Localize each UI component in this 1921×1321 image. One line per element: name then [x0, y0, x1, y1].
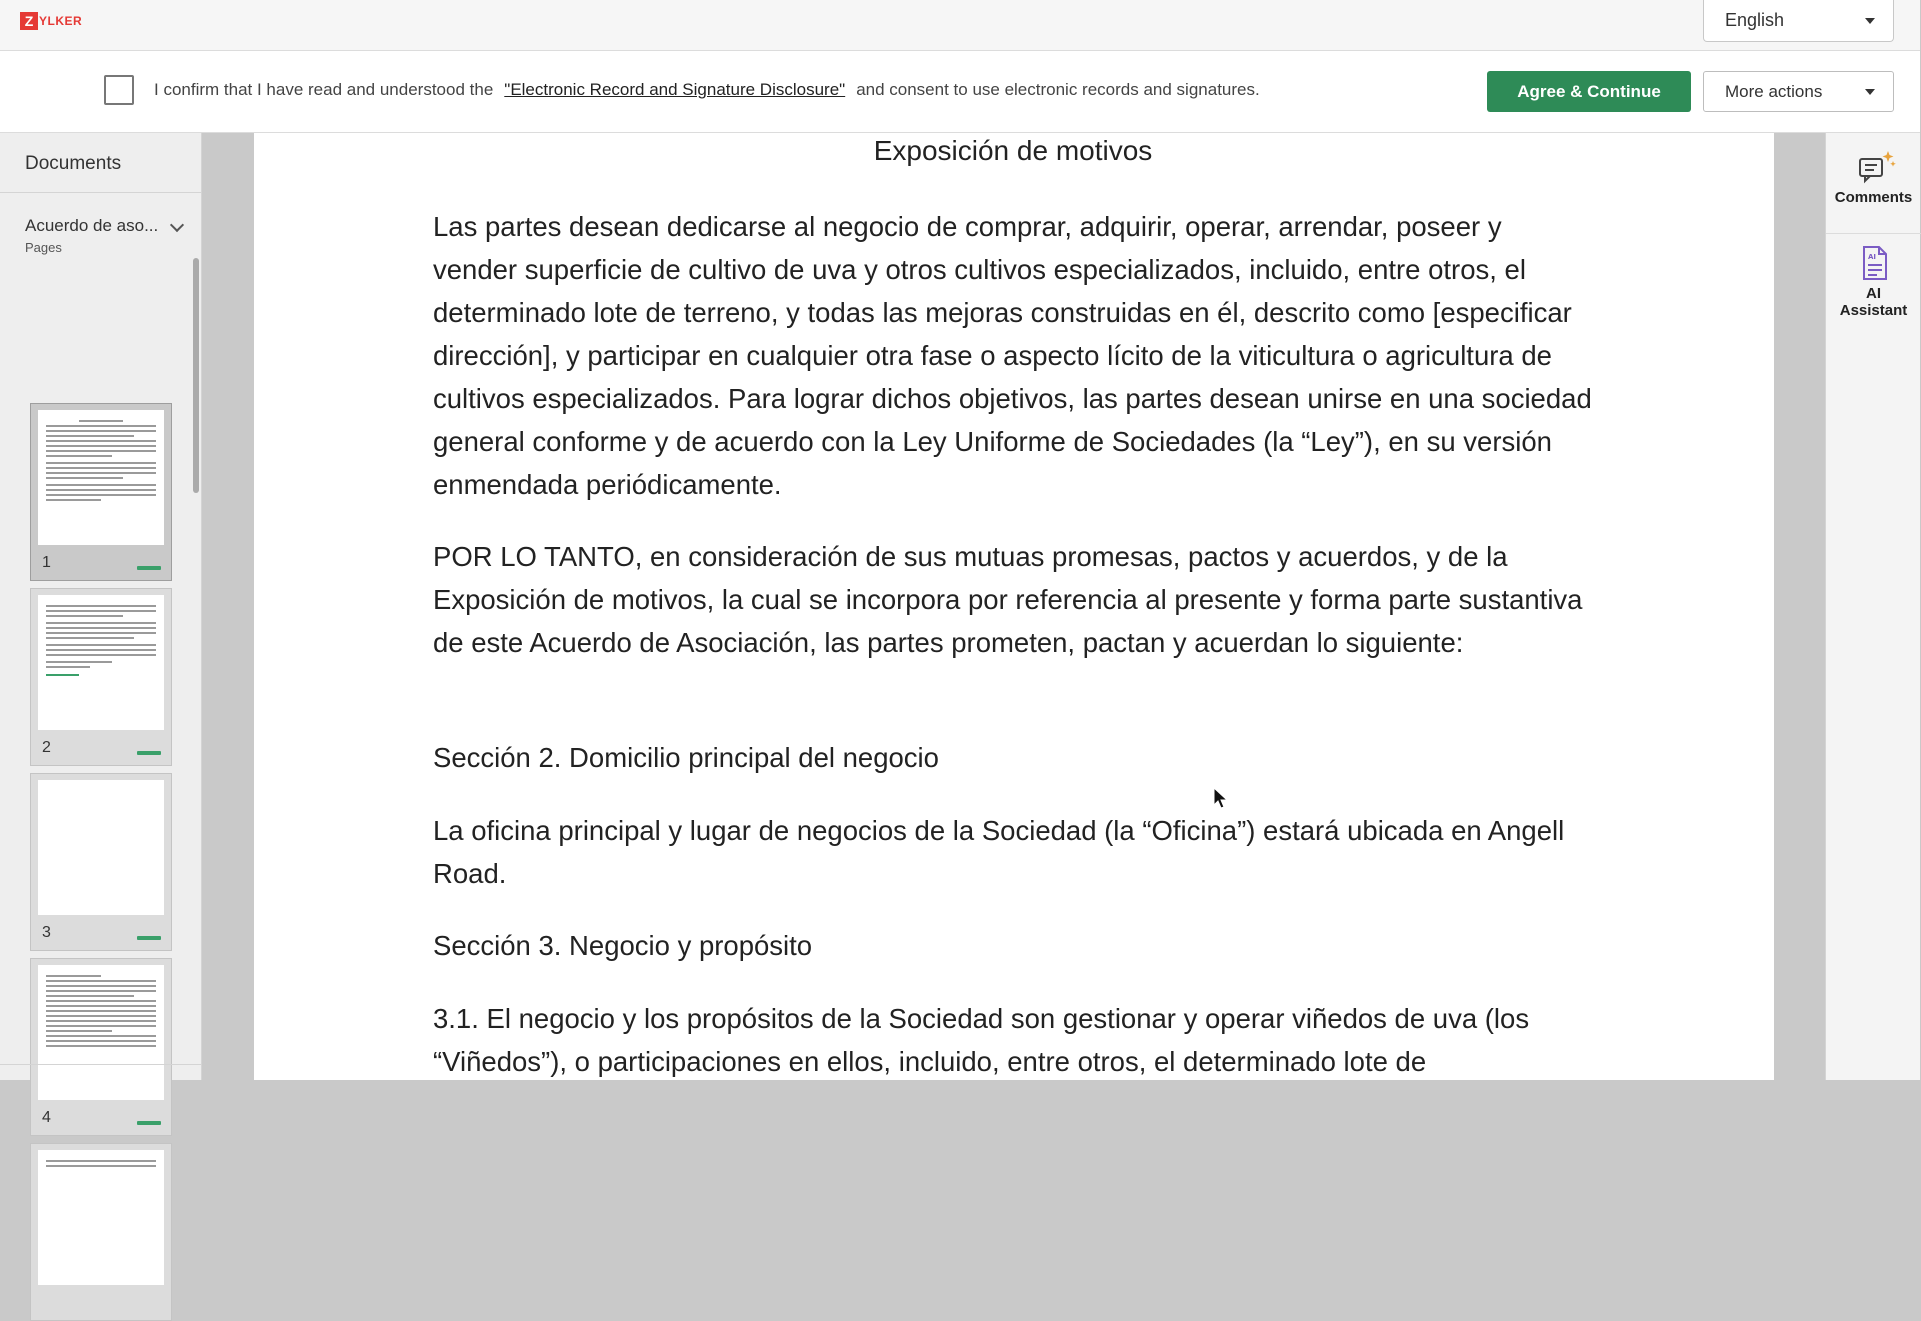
thumbnail-preview	[38, 410, 164, 545]
paragraph: 3.1. El negocio y los propósitos de la Sociedad son gestionar y operar viñedos de uva (los “Viñedos”), o participaciones en ellos, incluido, entre otros, el determinado lote de	[433, 1003, 1530, 1077]
consent-bar	[0, 51, 1920, 133]
paragraph: Las partes desean dedicarse al negocio de comprar, adquirir, operar, arrendar, poseer y vender superficie de cultivo de uva y otros cultivos especializados, incluido, entre otros, el determinado lote de terreno, y todas las mejoras construidas en él, descrito como [especificar dirección], y participar en cualquier otra fase o aspecto lícito de la viticultura o agricultura de cultivos especializados. Para lograr dichos objetivos, las partes desean unirse en una sociedad general conforme y de acuerdo con la Ley Uniforme de Sociedades (la “Ley”), en su versión enmendada periódicamente.	[433, 211, 1592, 500]
pages-label: Pages	[25, 240, 62, 255]
consent-text-before: I confirm that I have read and understood the	[154, 80, 494, 99]
language-select[interactable]	[1703, 0, 1894, 42]
disclosure-link[interactable]: "Electronic Record and Signature Disclosure"	[504, 80, 846, 99]
divider	[1826, 233, 1921, 234]
caret-down-icon	[1865, 89, 1875, 95]
thumbnail-number: 1	[42, 554, 51, 571]
agree-continue-button[interactable]: Agree & Continue	[1487, 71, 1691, 112]
more-actions-label: More actions	[1725, 81, 1823, 101]
page-thumbnail[interactable]	[30, 588, 172, 766]
signature-indicator	[137, 936, 161, 940]
thumbnail-number: 3	[42, 924, 51, 941]
logo-mark: Z	[20, 12, 38, 30]
paragraph: La oficina principal y lugar de negocios de la Sociedad (la “Oficina”) estará ubicada en Angell Road.	[433, 815, 1565, 889]
ai-document-icon	[1858, 245, 1890, 281]
divider	[0, 1064, 202, 1065]
comments-button[interactable]	[1826, 149, 1921, 206]
consent-text	[154, 80, 1260, 100]
chevron-down-icon[interactable]	[170, 218, 184, 232]
page-thumbnail[interactable]	[30, 1143, 172, 1321]
ai-assistant-label-2: Assistant	[1839, 302, 1908, 319]
sidebar-scrollbar[interactable]	[193, 258, 199, 493]
page-thumbnail[interactable]	[30, 958, 172, 1136]
caret-down-icon	[1865, 18, 1875, 24]
zylker-logo	[20, 12, 82, 30]
more-actions-button[interactable]	[1703, 71, 1894, 112]
documents-sidebar	[0, 133, 202, 1126]
mouse-pointer-icon	[1213, 787, 1229, 811]
document-selector[interactable]: Acuerdo de aso...	[25, 216, 159, 235]
svg-text:AI: AI	[1867, 253, 1876, 261]
thumbnail-number: 4	[42, 1109, 51, 1126]
language-value: English	[1725, 10, 1785, 30]
page-thumbnail-list[interactable]	[0, 263, 202, 1126]
section-title: Sección 2. Domicilio principal del negocio	[433, 742, 939, 773]
signature-indicator	[137, 1121, 161, 1125]
right-rail	[1825, 133, 1920, 1080]
consent-checkbox[interactable]	[104, 75, 134, 105]
paragraph: POR LO TANTO, en consideración de sus mutuas promesas, pactos y acuerdos, y de la Exposición de motivos, la cual se incorpora por referencia al presente y forma parte sustantiva de este Acuerdo de Asociación, las partes prometen, pactan y acuerdan lo siguiente:	[433, 541, 1583, 658]
signature-indicator	[137, 751, 161, 755]
top-bar	[0, 0, 1920, 51]
comments-label: Comments	[1834, 189, 1913, 206]
document-viewer[interactable]	[203, 133, 1825, 1080]
thumbnail-preview	[38, 1150, 164, 1285]
logo-text: YLKER	[39, 14, 83, 28]
page-thumbnail[interactable]	[30, 773, 172, 951]
thumbnail-number: 2	[42, 739, 51, 756]
page-thumbnail[interactable]	[30, 403, 172, 581]
comments-sparkle-icon	[1852, 149, 1896, 185]
consent-text-after: and consent to use electronic records and signatures.	[856, 80, 1260, 99]
ai-assistant-button[interactable]	[1826, 245, 1921, 319]
thumbnail-preview	[38, 965, 164, 1100]
thumbnail-preview	[38, 595, 164, 730]
divider	[0, 192, 202, 193]
section-title: Sección 3. Negocio y propósito	[433, 930, 813, 961]
sidebar-title: Documents	[25, 153, 122, 174]
section-heading: Exposición de motivos	[873, 135, 1153, 166]
thumbnail-preview	[38, 780, 164, 915]
ai-assistant-label-1: AI	[1866, 285, 1881, 302]
signature-indicator	[137, 566, 161, 570]
document-page	[254, 133, 1774, 1080]
